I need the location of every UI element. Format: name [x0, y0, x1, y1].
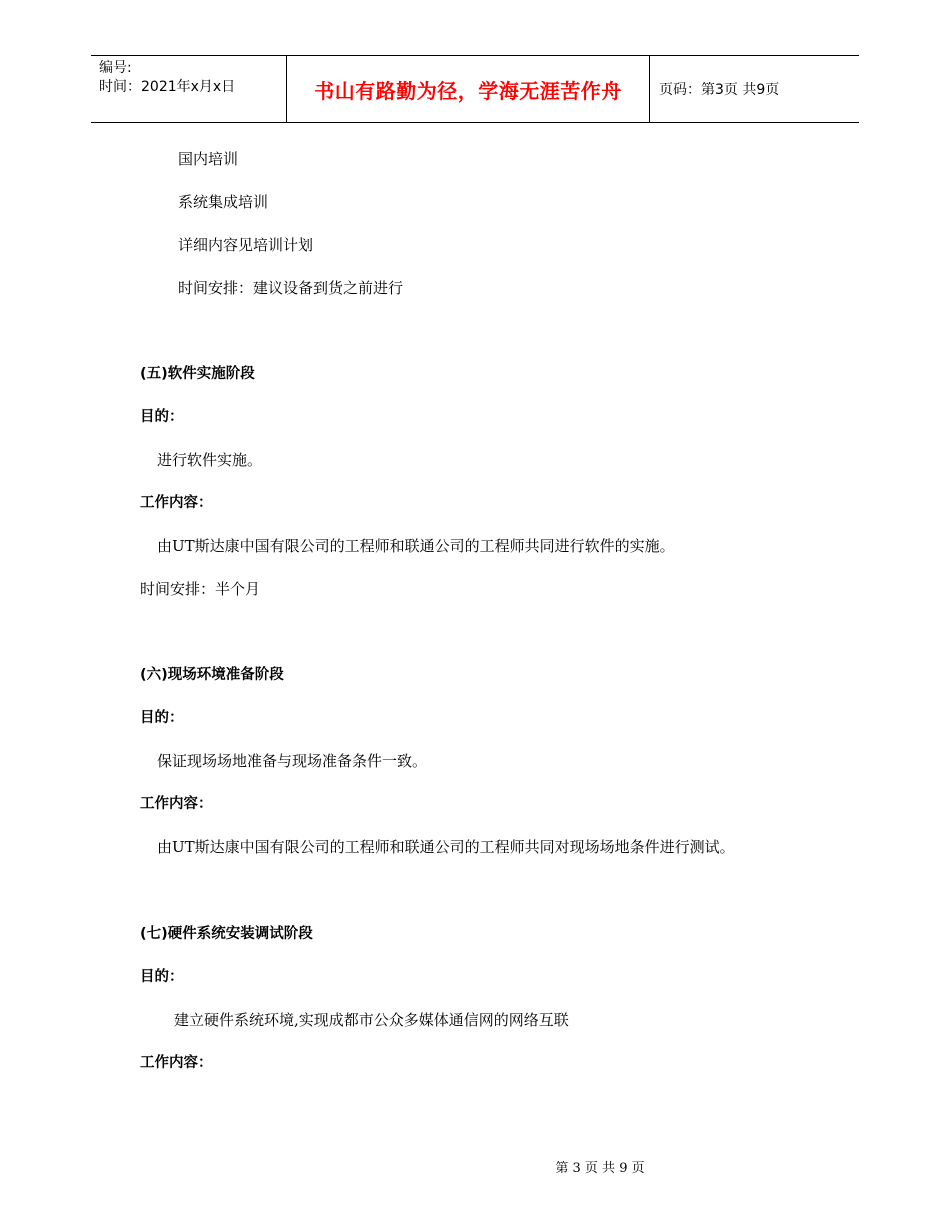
body-text-line: 国内培训 [178, 150, 239, 168]
subsection-label: 目的： [140, 409, 184, 425]
body-text-line: 由UT斯达康中国有限公司的工程师和联通公司的工程师共同对现场场地条件进行测试。 [157, 838, 735, 856]
document-number-label: 编号: [99, 60, 132, 76]
body-text-line: 建立硬件系统环境,实现成都市公众多媒体通信网的网络互联 [174, 1011, 569, 1029]
body-text-line: 由UT斯达康中国有限公司的工程师和联通公司的工程师共同进行软件的实施。 [157, 537, 675, 555]
body-text-line: 详细内容见培训计划 [178, 236, 314, 254]
header-motto-cell [286, 56, 650, 122]
body-text-line: 进行软件实施。 [157, 451, 263, 469]
header-motto: 书山有路勤为径，学海无涯苦作舟 [314, 78, 622, 103]
subsection-label: 目的： [140, 969, 184, 985]
subsection-label: 工作内容： [140, 1055, 213, 1071]
header-page-cell [650, 56, 859, 122]
page-footer [0, 1157, 950, 1176]
body-text-line: 保证现场场地准备与现场准备条件一致。 [157, 752, 428, 770]
header-info [91, 56, 286, 122]
subsection-label: 工作内容： [140, 495, 213, 511]
body-text-line: 时间安排：半个月 [140, 580, 261, 598]
section-heading: (五)软件实施阶段 [140, 366, 255, 382]
footer-page-number: 第 3 页 共 9 页 [555, 1161, 645, 1176]
section-heading: (六)现场环境准备阶段 [140, 667, 284, 683]
document-time-label: 时间：2021年x月x日 [99, 79, 236, 95]
subsection-label: 目的： [140, 710, 184, 726]
page-header [91, 55, 859, 123]
body-text-line: 时间安排：建议设备到货之前进行 [178, 279, 404, 297]
header-page-number: 页码：第3页 共9页 [659, 82, 780, 98]
section-heading: (七)硬件系统安装调试阶段 [140, 926, 313, 942]
body-text-line: 系统集成培训 [178, 193, 269, 211]
subsection-label: 工作内容： [140, 796, 213, 812]
